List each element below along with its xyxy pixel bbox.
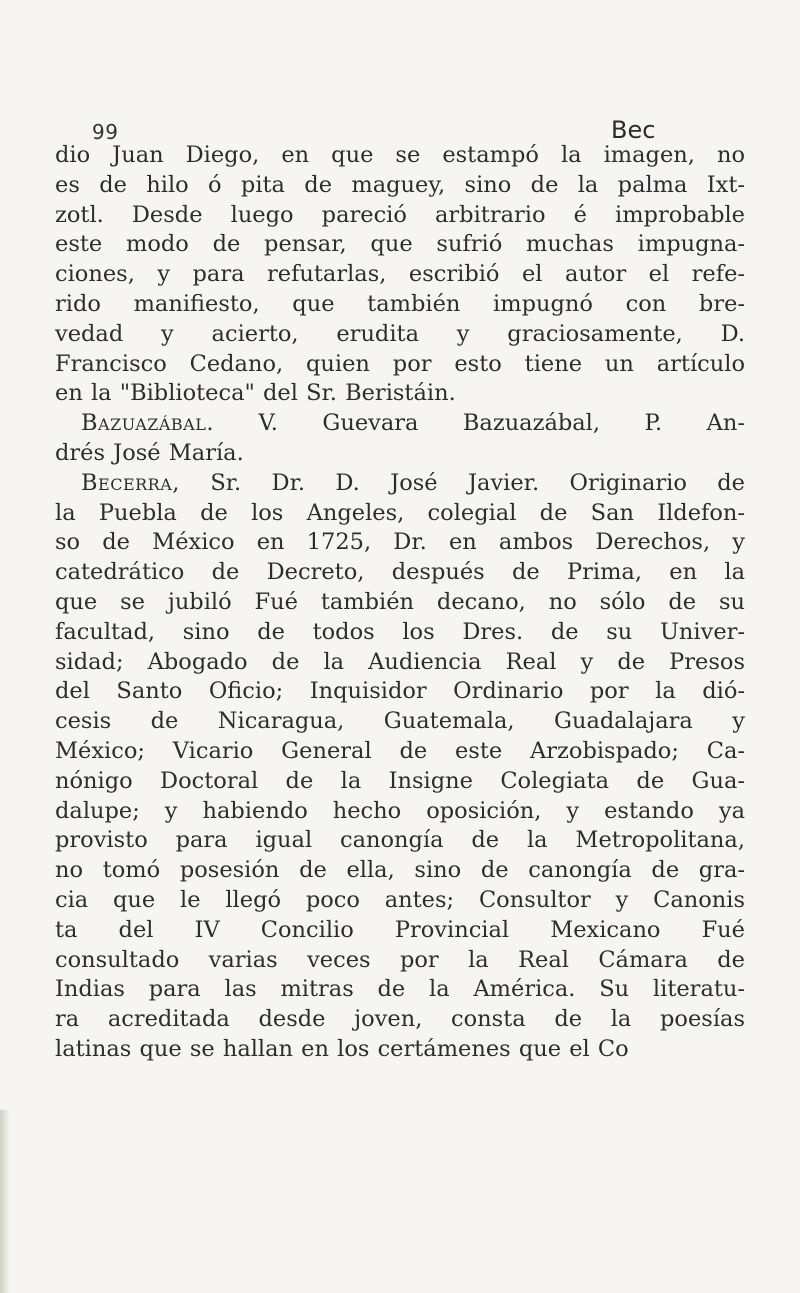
text-line: rido manifiesto, que también impugnó con bre-: [55, 290, 745, 317]
text-line: ra acreditada desde joven, consta de la poesías: [55, 1006, 745, 1033]
text-line: sidad; Abogado de la Audiencia Real y de Presos: [55, 648, 745, 675]
text-line: cesis de Nicaragua, Guatemala, Guadalajara y: [55, 708, 745, 735]
text-line: en la "Biblioteca" del Sr. Beristáin.: [55, 380, 456, 407]
text-line: que se jubiló Fué también decano, no sólo de su: [55, 588, 745, 615]
text-line: dio Juan Diego, en que se estampó la imagen, no: [55, 142, 745, 168]
entry-text: Sr. Dr. D. José Javier. Originario de: [179, 469, 745, 496]
text-line: latinas que se hallan en los certámenes que el Co: [55, 1035, 629, 1062]
text-line: vedad y acierto, erudita y graciosamente, D.: [55, 320, 745, 347]
text-line: no tomó posesión de ella, sino de canongía de gra-: [55, 857, 745, 884]
page-edge-shadow: [0, 1110, 10, 1293]
entry-headword: Becerra,: [81, 469, 180, 496]
text-line: la Puebla de los Angeles, colegial de San Ildefon-: [55, 499, 745, 526]
text-line: drés José María.: [55, 439, 244, 466]
text-line: so de México en 1725, Dr. en ambos Derechos, y: [55, 529, 745, 556]
entry-becerra: [55, 469, 745, 499]
text-line: México; Vicario General de este Arzobispado; Ca-: [55, 737, 745, 764]
entry-text: V. Guevara Bazuazábal, P. An-: [214, 410, 745, 437]
entry-headword: Bazuazábal.: [81, 410, 215, 437]
text-line: catedrático de Decreto, después de Prima, en la: [55, 559, 745, 586]
text-line: cia que le llegó poco antes; Consultor y Canonis: [55, 886, 745, 913]
entry-bazuazabal: [55, 409, 745, 439]
body-text: [55, 141, 745, 1065]
page-number: 99: [92, 120, 119, 144]
text-line: este modo de pensar, que sufrió muchas impugna-: [55, 231, 745, 258]
text-line: facultad, sino de todos los Dres. de su Univer-: [55, 618, 745, 645]
text-line: nónigo Doctoral de la Insigne Colegiata de Gua-: [55, 767, 745, 794]
running-head: Bec: [611, 116, 656, 144]
text-line: consultado varias veces por la Real Cámara de: [55, 946, 745, 973]
text-line: zotl. Desde luego pareció arbitrario é improbable: [55, 201, 745, 228]
text-line: ciones, y para refutarlas, escribió el autor el refe-: [55, 261, 745, 288]
text-line: del Santo Oficio; Inquisidor Ordinario por la dió-: [55, 678, 745, 705]
text-line: ta del IV Concilio Provincial Mexicano Fué: [55, 916, 745, 943]
text-line: Francisco Cedano, quien por esto tiene un artículo: [55, 350, 745, 377]
text-line: es de hilo ó pita de maguey, sino de la palma Ixt-: [55, 171, 745, 198]
text-line: Indias para las mitras de la América. Su literatu-: [55, 976, 745, 1003]
text-line: dalupe; y habiendo hecho oposición, y estando ya: [55, 797, 745, 824]
text-line: provisto para igual canongía de la Metropolitana,: [55, 827, 745, 854]
